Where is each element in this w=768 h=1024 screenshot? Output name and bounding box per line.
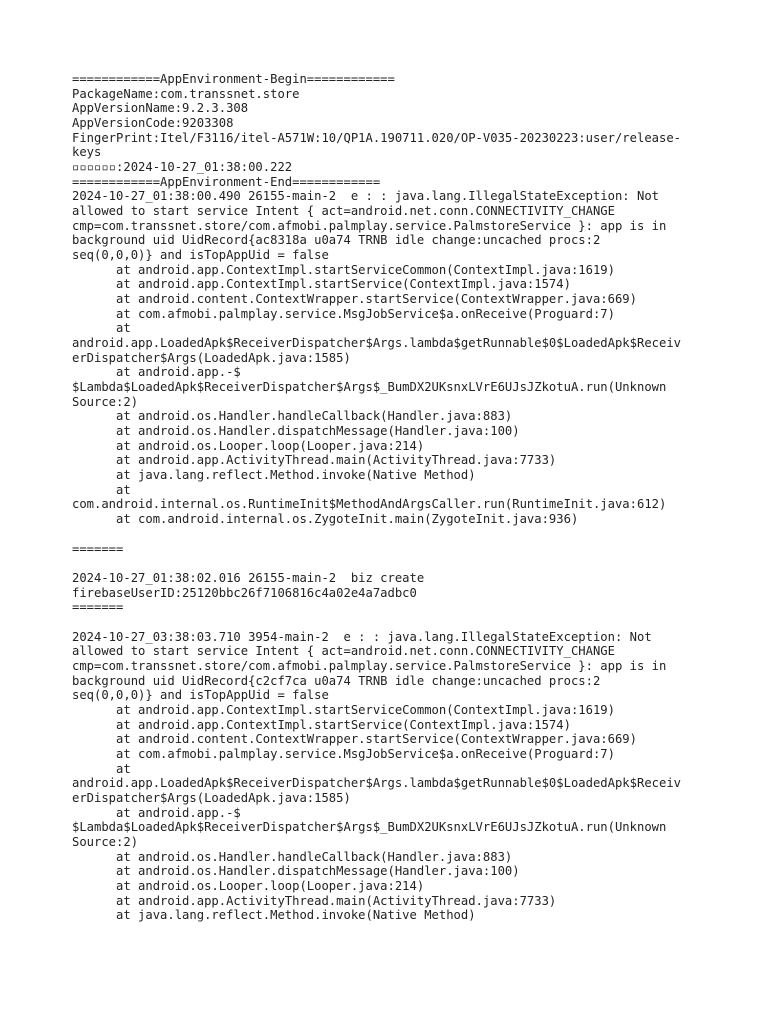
stack-trace-line: at android.app.-$ [72, 365, 241, 380]
log-line: 2024-10-27_01:38:00.490 26155-main-2 e : : java.lang.IllegalStateException: Not [72, 189, 659, 204]
log-line: android.app.LoadedApk$ReceiverDispatcher$Args.lambda$getRunnable$0$LoadedApk$Receiv [72, 776, 682, 791]
log-line: seq(0,0,0)} and isTopAppUid = false [72, 688, 329, 703]
log-line: erDispatcher$Args(LoadedApk.java:1585) [72, 790, 351, 805]
stack-trace-line: at android.app.-$ [72, 805, 241, 820]
log-line: Source:2) [72, 394, 139, 409]
stack-trace-line: at android.app.ActivityThread.main(ActivityThread.java:7733) [72, 893, 557, 908]
log-line: background uid UidRecord{c2cf7ca u0a74 TRNB idle change:uncached procs:2 [72, 673, 601, 688]
stack-trace-line: at com.android.internal.os.ZygoteInit.main(ZygoteInit.java:936) [72, 512, 579, 527]
log-line: allowed to start service Intent { act=android.net.conn.CONNECTIVITY_CHANGE [72, 644, 615, 659]
log-line: seq(0,0,0)} and isTopAppUid = false [72, 248, 329, 263]
separator-line: ======= [72, 541, 124, 556]
stack-trace-line: at [72, 321, 131, 336]
blank-line [72, 556, 702, 571]
stack-trace-line: at android.app.ContextImpl.startService(ContextImpl.java:1574) [72, 717, 571, 732]
stack-trace-line: at android.os.Looper.loop(Looper.java:214) [72, 878, 425, 893]
log-line: $Lambda$LoadedApk$ReceiverDispatcher$Args$_BumDX2UKsnxLVrE6UJsJZkotuA.run(Unknown [72, 380, 667, 395]
stack-trace-line: at java.lang.reflect.Method.invoke(Native Method) [72, 908, 476, 923]
log-document [72, 72, 702, 923]
log-line: firebaseUserID:25120bbc26f7106816c4a02e4a7adbc0 [72, 585, 417, 600]
log-line: ▫▫▫▫▫▫:2024-10-27_01:38:00.222 [72, 160, 293, 175]
log-line: 2024-10-27_03:38:03.710 3954-main-2 e : : java.lang.IllegalStateException: Not [72, 629, 652, 644]
stack-trace-line: at android.os.Looper.loop(Looper.java:214) [72, 438, 425, 453]
log-line: background uid UidRecord{ac8318a u0a74 TRNB idle change:uncached procs:2 [72, 233, 601, 248]
separator-line: ======= [72, 600, 124, 615]
stack-trace-line: at android.app.ActivityThread.main(ActivityThread.java:7733) [72, 453, 557, 468]
log-line: allowed to start service Intent { act=android.net.conn.CONNECTIVITY_CHANGE [72, 204, 615, 219]
stack-trace-line: at com.afmobi.palmplay.service.MsgJobService$a.onReceive(Proguard:7) [72, 306, 615, 321]
log-line: AppVersionCode:9203308 [72, 116, 234, 131]
blank-line [72, 527, 702, 542]
blank-line [72, 615, 702, 630]
stack-trace-line: at android.os.Handler.handleCallback(Handler.java:883) [72, 409, 513, 424]
log-line: Source:2) [72, 834, 139, 849]
log-line: AppVersionName:9.2.3.308 [72, 101, 249, 116]
stack-trace-line: at android.os.Handler.dispatchMessage(Handler.java:100) [72, 424, 520, 439]
log-line: com.android.internal.os.RuntimeInit$MethodAndArgsCaller.run(RuntimeInit.java:612) [72, 497, 667, 512]
stack-trace-line: at android.os.Handler.handleCallback(Handler.java:883) [72, 849, 513, 864]
log-line: keys [72, 145, 102, 160]
stack-trace-line: at [72, 482, 131, 497]
log-line: cmp=com.transsnet.store/com.afmobi.palmplay.service.PalmstoreService }: app is in [72, 658, 667, 673]
stack-trace-line: at android.app.ContextImpl.startServiceCommon(ContextImpl.java:1619) [72, 262, 615, 277]
stack-trace-line: at com.afmobi.palmplay.service.MsgJobService$a.onReceive(Proguard:7) [72, 746, 615, 761]
log-line: PackageName:com.transsnet.store [72, 86, 300, 101]
log-line: android.app.LoadedApk$ReceiverDispatcher$Args.lambda$getRunnable$0$LoadedApk$Receiv [72, 336, 682, 351]
log-line: $Lambda$LoadedApk$ReceiverDispatcher$Args$_BumDX2UKsnxLVrE6UJsJZkotuA.run(Unknown [72, 820, 667, 835]
stack-trace-line: at [72, 761, 131, 776]
separator-line: ============AppEnvironment-Begin============ [72, 72, 395, 86]
separator-line: ============AppEnvironment-End============ [72, 174, 381, 189]
log-line: cmp=com.transsnet.store/com.afmobi.palmplay.service.PalmstoreService }: app is in [72, 218, 667, 233]
stack-trace-line: at android.app.ContextImpl.startServiceCommon(ContextImpl.java:1619) [72, 702, 615, 717]
log-line: FingerPrint:Itel/F3116/itel-A571W:10/QP1A.190711.020/OP-V035-20230223:user/release- [72, 130, 682, 145]
stack-trace-line: at java.lang.reflect.Method.invoke(Native Method) [72, 468, 476, 483]
log-line: erDispatcher$Args(LoadedApk.java:1585) [72, 350, 351, 365]
log-line: 2024-10-27_01:38:02.016 26155-main-2 biz create [72, 570, 425, 585]
stack-trace-line: at android.app.ContextImpl.startService(ContextImpl.java:1574) [72, 277, 571, 292]
stack-trace-line: at android.os.Handler.dispatchMessage(Handler.java:100) [72, 864, 520, 879]
stack-trace-line: at android.content.ContextWrapper.startService(ContextWrapper.java:669) [72, 732, 637, 747]
stack-trace-line: at android.content.ContextWrapper.startService(ContextWrapper.java:669) [72, 292, 637, 307]
